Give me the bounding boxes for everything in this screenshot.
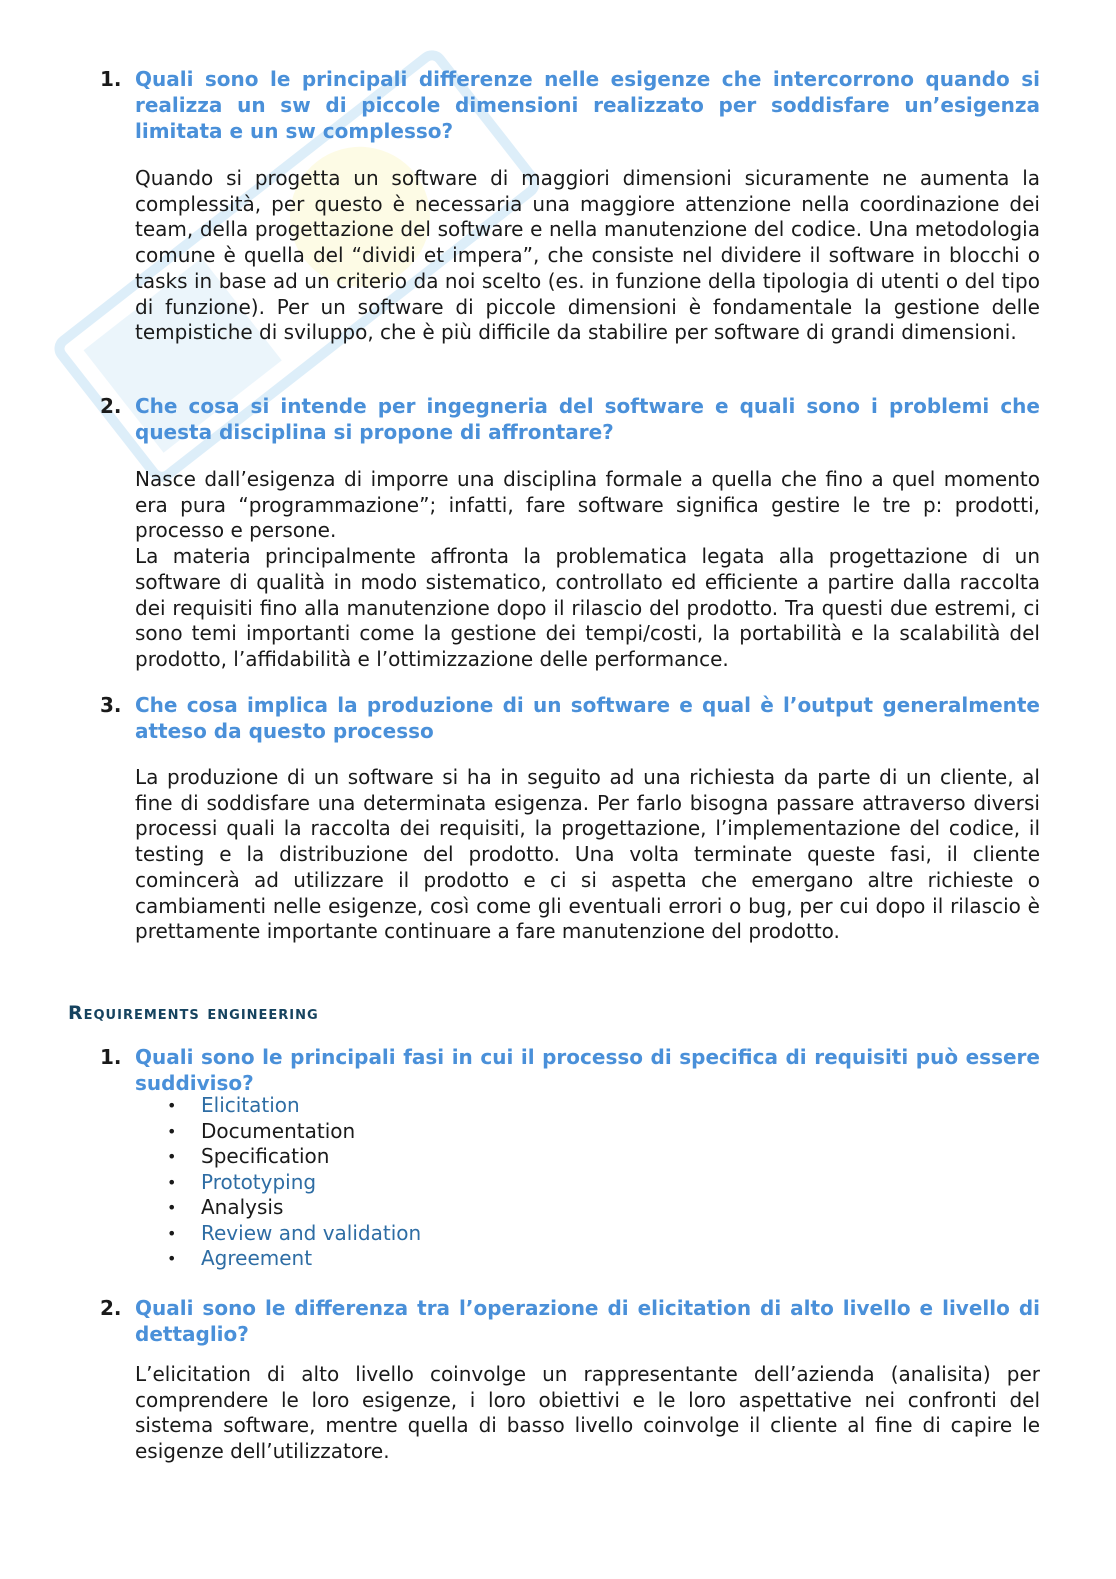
- question-number: 1.: [100, 67, 122, 91]
- list-item: [160, 1144, 421, 1170]
- section-heading: Requirements engineering: [68, 1002, 319, 1024]
- list-item-label: Analysis: [201, 1195, 284, 1219]
- list-item: [160, 1170, 421, 1196]
- question-text: Quali sono le principali fasi in cui il processo di specifica di requisiti può essere suddiviso?: [135, 1045, 1040, 1095]
- list-item-label: Specification: [201, 1144, 330, 1168]
- answer-paragraph-1: Nasce dall’esigenza di imporre una disciplina formale a quella che fino a quel momento era pura “programmazione”; infatti, fare software significa gestire le tre p: prodotti, processo e persone.: [135, 467, 1040, 543]
- list-item: [160, 1221, 421, 1247]
- question-text: Quali sono le differenza tra l’operazione di elicitation di alto livello e livello di dettaglio?: [135, 1296, 1040, 1346]
- list-item: [160, 1119, 421, 1145]
- question-number: 2.: [100, 394, 122, 418]
- list-item: [160, 1246, 421, 1272]
- bullet-icon: •: [167, 1121, 177, 1141]
- answer-paragraph: La produzione di un software si ha in seguito ad una richiesta da parte di un cliente, al fine di soddisfare una determinata esigenza. Per farlo bisogna passare attraverso diversi processi quali la raccolta dei requisiti, la progettazione, l’implementazione del codice, il testing e la distribuzione del prodotto. Una volta terminate queste fasi, il cliente comincerà ad utilizzare il prodotto e ci si aspetta che emergano altre richieste o cambiamenti nelle esigenze, così come gli eventuali errori o bug, per cui dopo il rilascio è prettamente importante continuare a fare manutenzione del prodotto.: [135, 765, 1040, 944]
- list-item: [160, 1093, 421, 1119]
- list-item-label: Prototyping: [201, 1169, 317, 1194]
- answer-paragraph: L’elicitation di alto livello coinvolge un rappresentante dell’azienda (analisita) per comprendere le loro esigenze, i loro obiettivi e le loro aspettative nei confronti del sistema software, mentre quella di basso livello coinvolge il cliente al fine di capire le esigenze dell’utilizzatore.: [135, 1362, 1040, 1464]
- answer-paragraph: [135, 467, 1040, 673]
- answer-paragraph: Quando si progetta un software di maggiori dimensioni sicuramente ne aumenta la complessità, per questo è necessaria una maggiore attenzione nella coordinazione dei team, della progettazione del software e nella manutenzione del codice. Una metodologia comune è quella del “dividi et impera”, che consiste nel dividere il software in blocchi o tasks in base ad un criterio da noi scelto (es. in funzione della tipologia di utenti o del tipo di funzione). Per un software di piccole dimensioni è fondamentale la gestione delle tempistiche di sviluppo, che è più difficile da stabilire per software di grandi dimensioni.: [135, 166, 1040, 345]
- question-number: 3.: [100, 693, 122, 717]
- bullet-icon: •: [167, 1223, 177, 1243]
- question-number: 1.: [100, 1045, 122, 1069]
- bullet-icon: •: [167, 1198, 177, 1217]
- bullet-icon: •: [167, 1147, 177, 1166]
- bullet-icon: •: [167, 1096, 177, 1115]
- question-text: Quali sono le principali differenze nelle esigenze che intercorrono quando si realizza un sw di piccole dimensioni realizzato per soddisfare un’esigenza limitata e un sw complesso?: [135, 67, 1040, 143]
- bullet-icon: •: [167, 1172, 177, 1192]
- question-number: 2.: [100, 1296, 122, 1320]
- bullet-icon: •: [167, 1249, 177, 1268]
- list-item: [160, 1195, 421, 1221]
- question-text: Che cosa si intende per ingegneria del software e quali sono i problemi che questa disciplina si propone di affrontare?: [135, 394, 1040, 444]
- list-item-label: Review and validation: [201, 1220, 422, 1245]
- list-item-label: Agreement: [201, 1246, 313, 1270]
- answer-paragraph-2: La materia principalmente affronta la problematica legata alla progettazione di un software di qualità in modo sistematico, controllato ed efficiente a partire dalla raccolta dei requisiti fino alla manutenzione dopo il rilascio del prodotto. Tra questi due estremi, ci sono temi importanti come la gestione dei tempi/costi, la portabilità e la scalabilità del prodotto, l’affidabilità e l’ottimizzazione delle performance.: [135, 544, 1040, 671]
- list-item-label: Documentation: [201, 1118, 356, 1143]
- list-item-label: Elicitation: [201, 1093, 300, 1117]
- phases-list: [160, 1093, 421, 1272]
- question-text: Che cosa implica la produzione di un software e qual è l’output generalmente atteso da questo processo: [135, 693, 1040, 743]
